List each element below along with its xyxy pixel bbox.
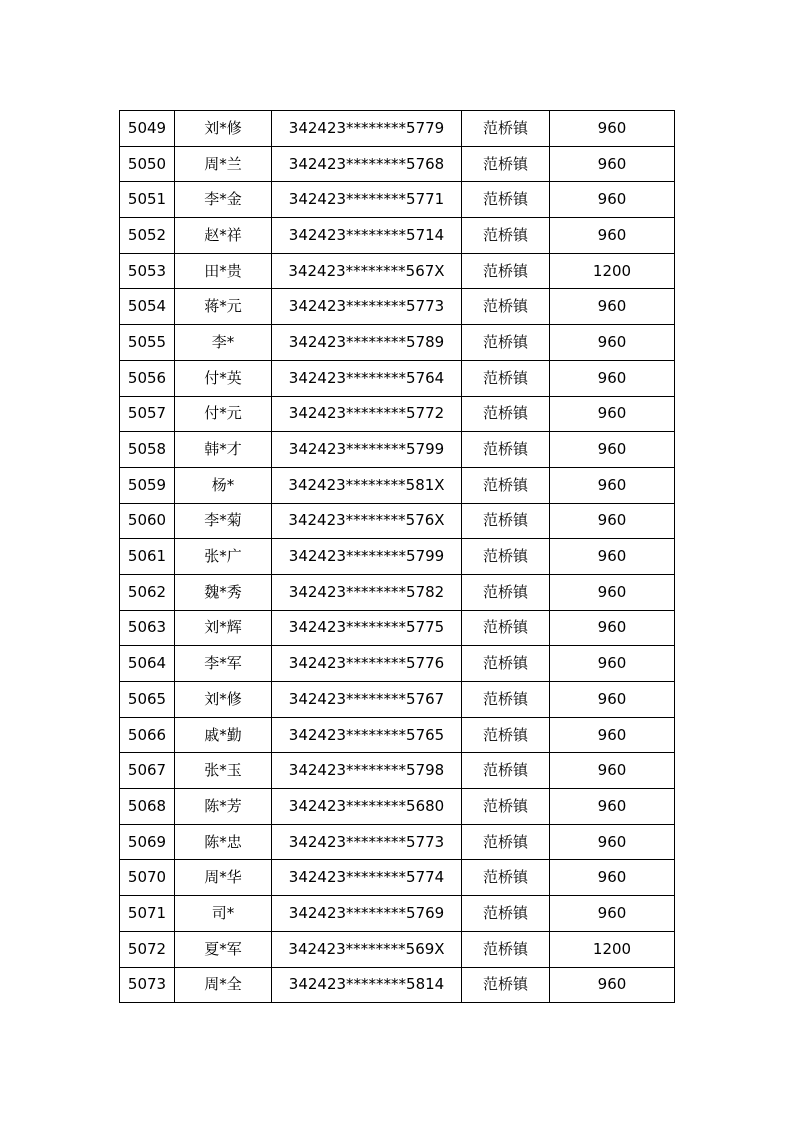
amount-cell: 960 (550, 717, 675, 753)
row-number-cell: 5050 (120, 146, 175, 182)
town-cell: 范桥镇 (462, 931, 550, 967)
amount-cell: 960 (550, 182, 675, 218)
row-number-cell: 5071 (120, 896, 175, 932)
id-number-cell: 342423********5773 (272, 824, 462, 860)
town-cell: 范桥镇 (462, 539, 550, 575)
name-cell: 戚*勤 (175, 717, 272, 753)
amount-cell: 960 (550, 146, 675, 182)
town-cell: 范桥镇 (462, 111, 550, 147)
town-cell: 范桥镇 (462, 253, 550, 289)
amount-cell: 960 (550, 325, 675, 361)
name-cell: 李*菊 (175, 503, 272, 539)
table-row (120, 396, 675, 432)
table-row (120, 682, 675, 718)
amount-cell: 960 (550, 432, 675, 468)
name-cell: 赵*祥 (175, 218, 272, 254)
name-cell: 魏*秀 (175, 574, 272, 610)
table-row (120, 646, 675, 682)
town-cell: 范桥镇 (462, 503, 550, 539)
name-cell: 刘*修 (175, 111, 272, 147)
table-row (120, 111, 675, 147)
table-row (120, 218, 675, 254)
town-cell: 范桥镇 (462, 682, 550, 718)
row-number-cell: 5055 (120, 325, 175, 361)
id-number-cell: 342423********5771 (272, 182, 462, 218)
id-number-cell: 342423********5782 (272, 574, 462, 610)
name-cell: 付*英 (175, 360, 272, 396)
town-cell: 范桥镇 (462, 753, 550, 789)
amount-cell: 960 (550, 360, 675, 396)
amount-cell: 1200 (550, 931, 675, 967)
row-number-cell: 5067 (120, 753, 175, 789)
table-row (120, 610, 675, 646)
row-number-cell: 5057 (120, 396, 175, 432)
name-cell: 周*兰 (175, 146, 272, 182)
amount-cell: 960 (550, 289, 675, 325)
id-number-cell: 342423********576X (272, 503, 462, 539)
table-row (120, 717, 675, 753)
table-row (120, 360, 675, 396)
row-number-cell: 5072 (120, 931, 175, 967)
table-row (120, 467, 675, 503)
table-row (120, 325, 675, 361)
amount-cell: 960 (550, 682, 675, 718)
town-cell: 范桥镇 (462, 432, 550, 468)
name-cell: 陈*芳 (175, 789, 272, 825)
id-number-cell: 342423********5768 (272, 146, 462, 182)
table-row (120, 146, 675, 182)
amount-cell: 960 (550, 610, 675, 646)
town-cell: 范桥镇 (462, 182, 550, 218)
name-cell: 杨* (175, 467, 272, 503)
table-row (120, 860, 675, 896)
amount-cell: 960 (550, 111, 675, 147)
id-number-cell: 342423********569X (272, 931, 462, 967)
town-cell: 范桥镇 (462, 896, 550, 932)
row-number-cell: 5063 (120, 610, 175, 646)
id-number-cell: 342423********567X (272, 253, 462, 289)
id-number-cell: 342423********5764 (272, 360, 462, 396)
table-row (120, 182, 675, 218)
id-number-cell: 342423********5779 (272, 111, 462, 147)
name-cell: 刘*辉 (175, 610, 272, 646)
amount-cell: 960 (550, 467, 675, 503)
town-cell: 范桥镇 (462, 717, 550, 753)
row-number-cell: 5064 (120, 646, 175, 682)
id-number-cell: 342423********5814 (272, 967, 462, 1003)
amount-cell: 960 (550, 646, 675, 682)
table-row (120, 896, 675, 932)
roster-table-body (120, 111, 675, 1003)
table-row (120, 289, 675, 325)
id-number-cell: 342423********5775 (272, 610, 462, 646)
id-number-cell: 342423********5789 (272, 325, 462, 361)
table-row (120, 967, 675, 1003)
table-row (120, 824, 675, 860)
town-cell: 范桥镇 (462, 610, 550, 646)
id-number-cell: 342423********5772 (272, 396, 462, 432)
name-cell: 李*金 (175, 182, 272, 218)
row-number-cell: 5070 (120, 860, 175, 896)
name-cell: 张*玉 (175, 753, 272, 789)
id-number-cell: 342423********581X (272, 467, 462, 503)
row-number-cell: 5059 (120, 467, 175, 503)
table-row (120, 574, 675, 610)
row-number-cell: 5068 (120, 789, 175, 825)
name-cell: 李*军 (175, 646, 272, 682)
amount-cell: 1200 (550, 253, 675, 289)
row-number-cell: 5066 (120, 717, 175, 753)
amount-cell: 960 (550, 503, 675, 539)
table-row (120, 753, 675, 789)
name-cell: 刘*修 (175, 682, 272, 718)
town-cell: 范桥镇 (462, 467, 550, 503)
name-cell: 陈*忠 (175, 824, 272, 860)
name-cell: 付*元 (175, 396, 272, 432)
town-cell: 范桥镇 (462, 789, 550, 825)
amount-cell: 960 (550, 860, 675, 896)
amount-cell: 960 (550, 789, 675, 825)
id-number-cell: 342423********5769 (272, 896, 462, 932)
table-row (120, 432, 675, 468)
id-number-cell: 342423********5680 (272, 789, 462, 825)
subsidy-roster-table (119, 110, 675, 1003)
table-row (120, 789, 675, 825)
amount-cell: 960 (550, 218, 675, 254)
name-cell: 韩*才 (175, 432, 272, 468)
amount-cell: 960 (550, 396, 675, 432)
id-number-cell: 342423********5799 (272, 539, 462, 575)
row-number-cell: 5058 (120, 432, 175, 468)
name-cell: 蒋*元 (175, 289, 272, 325)
id-number-cell: 342423********5765 (272, 717, 462, 753)
amount-cell: 960 (550, 753, 675, 789)
name-cell: 周*华 (175, 860, 272, 896)
row-number-cell: 5049 (120, 111, 175, 147)
name-cell: 李* (175, 325, 272, 361)
id-number-cell: 342423********5767 (272, 682, 462, 718)
name-cell: 张*广 (175, 539, 272, 575)
id-number-cell: 342423********5776 (272, 646, 462, 682)
table-row (120, 931, 675, 967)
name-cell: 田*贵 (175, 253, 272, 289)
row-number-cell: 5062 (120, 574, 175, 610)
amount-cell: 960 (550, 539, 675, 575)
name-cell: 夏*军 (175, 931, 272, 967)
id-number-cell: 342423********5799 (272, 432, 462, 468)
name-cell: 司* (175, 896, 272, 932)
town-cell: 范桥镇 (462, 824, 550, 860)
town-cell: 范桥镇 (462, 289, 550, 325)
town-cell: 范桥镇 (462, 360, 550, 396)
row-number-cell: 5060 (120, 503, 175, 539)
town-cell: 范桥镇 (462, 146, 550, 182)
id-number-cell: 342423********5773 (272, 289, 462, 325)
row-number-cell: 5065 (120, 682, 175, 718)
table-row (120, 503, 675, 539)
row-number-cell: 5061 (120, 539, 175, 575)
amount-cell: 960 (550, 896, 675, 932)
amount-cell: 960 (550, 967, 675, 1003)
id-number-cell: 342423********5714 (272, 218, 462, 254)
row-number-cell: 5052 (120, 218, 175, 254)
row-number-cell: 5053 (120, 253, 175, 289)
amount-cell: 960 (550, 824, 675, 860)
row-number-cell: 5051 (120, 182, 175, 218)
town-cell: 范桥镇 (462, 574, 550, 610)
id-number-cell: 342423********5774 (272, 860, 462, 896)
row-number-cell: 5073 (120, 967, 175, 1003)
town-cell: 范桥镇 (462, 860, 550, 896)
name-cell: 周*全 (175, 967, 272, 1003)
town-cell: 范桥镇 (462, 646, 550, 682)
table-row (120, 253, 675, 289)
town-cell: 范桥镇 (462, 967, 550, 1003)
town-cell: 范桥镇 (462, 325, 550, 361)
town-cell: 范桥镇 (462, 218, 550, 254)
row-number-cell: 5054 (120, 289, 175, 325)
town-cell: 范桥镇 (462, 396, 550, 432)
row-number-cell: 5069 (120, 824, 175, 860)
table-row (120, 539, 675, 575)
id-number-cell: 342423********5798 (272, 753, 462, 789)
amount-cell: 960 (550, 574, 675, 610)
row-number-cell: 5056 (120, 360, 175, 396)
